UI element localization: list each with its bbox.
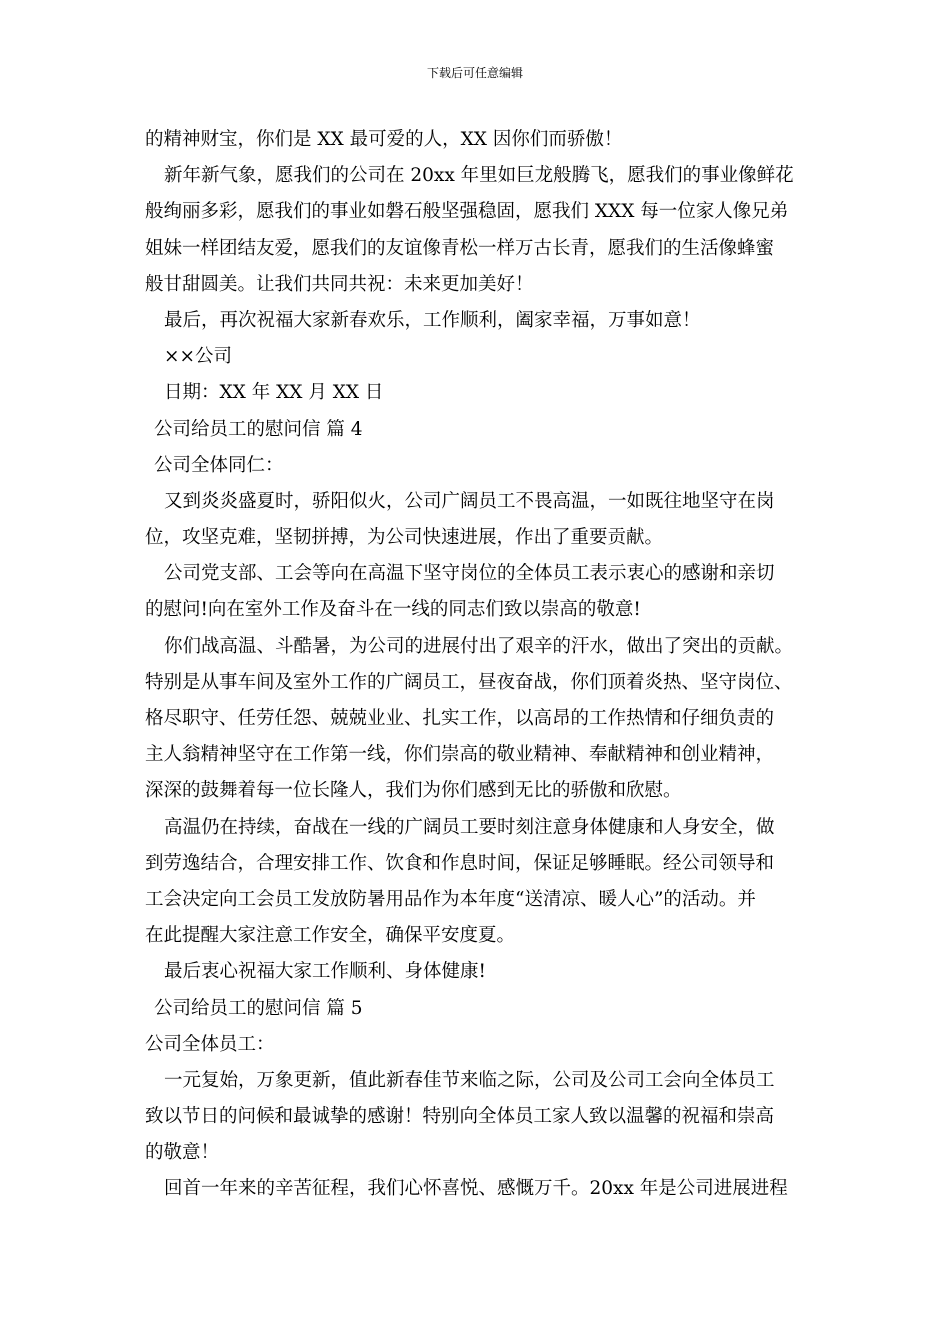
text-line: 在此提醒大家注意工作安全，确保平安度夏。 — [145, 925, 516, 947]
text-line: 一元复始，万象更新，值此新春佳节来临之际，公司及公司工会向全体员工 — [164, 1069, 775, 1091]
text-line: 的慰问!向在室外工作及奋斗在一线的同志们致以崇高的敬意! — [145, 599, 641, 621]
text-line: 最后，再次祝福大家新春欢乐，工作顺利，阖家幸福，万事如意！ — [164, 309, 701, 331]
text-line: ××公司 — [164, 346, 233, 368]
text-line: 特别是从事车间及室外工作的广阔员工，昼夜奋战，你们顶着炎热、坚守岗位、 — [145, 671, 793, 693]
text-line: 新年新气象，愿我们的公司在 20xx 年里如巨龙般腾飞，愿我们的事业像鲜花 — [164, 165, 794, 187]
text-line: 深深的鼓舞着每一位长隆人，我们为你们感到无比的骄傲和欣慰。 — [145, 780, 682, 802]
text-line: 最后衷心祝福大家工作顺利、身体健康! — [164, 961, 486, 983]
text-line: 公司给员工的慰问信 篇 4 — [154, 418, 363, 440]
text-line: 公司党支部、工会等向在高温下坚守岗位的全体员工表示衷心的感谢和亲切 — [164, 563, 775, 585]
document-body — [145, 122, 815, 1208]
text-line: 又到炎炎盛夏时，骄阳似火，公司广阔员工不畏高温，一如既往地坚守在岗 — [164, 490, 775, 512]
text-line: 般甘甜圆美。让我们共同共祝：未来更加美好！ — [145, 273, 534, 295]
text-line: 你们战高温、斗酷暑，为公司的进展付出了艰辛的汗水，做出了突出的贡献。 — [164, 635, 794, 657]
text-line: 日期：XX 年 XX 月 XX 日 — [164, 382, 384, 404]
text-line: 工会决定向工会员工发放防暑用品作为本年度“送清凉、暖人心”的活动。并 — [145, 888, 756, 910]
text-line: 公司全体同仁： — [154, 454, 284, 476]
text-line: 公司给员工的慰问信 篇 5 — [154, 997, 363, 1019]
text-line: 主人翁精神坚守在工作第一线，你们崇高的敬业精神、奉献精神和创业精神， — [145, 744, 775, 766]
text-line: 到劳逸结合，合理安排工作、饮食和作息时间，保证足够睡眠。经公司领导和 — [145, 852, 775, 874]
text-line: 位，攻坚克难，坚韧拼搏，为公司快速进展，作出了重要贡献。 — [145, 527, 664, 549]
text-line: 致以节日的问候和最诚挚的感谢！特别向全体员工家人致以温馨的祝福和崇高 — [145, 1106, 775, 1128]
text-line: 高温仍在持续，奋战在一线的广阔员工要时刻注意身体健康和人身安全，做 — [164, 816, 775, 838]
text-line: 般绚丽多彩，愿我们的事业如磐石般坚强稳固，愿我们 XXX 每一位家人像兄弟 — [145, 201, 789, 223]
text-line: 的精神财宝，你们是 XX 最可爱的人，XX 因你们而骄傲！ — [145, 129, 623, 150]
text-line: 回首一年来的辛苦征程，我们心怀喜悦、感慨万千。20xx 年是公司进展进程 — [164, 1178, 788, 1200]
text-line: 格尽职守、任劳任怨、兢兢业业、扎实工作，以高昂的工作热情和仔细负责的 — [145, 708, 775, 729]
text-line: 姐妹一样团结友爱，愿我们的友谊像青松一样万古长青，愿我们的生活像蜂蜜 — [145, 237, 775, 259]
text-line: 的敬意！ — [145, 1142, 220, 1164]
text-line: 公司全体员工： — [145, 1033, 275, 1055]
page-header: 下载后可任意编辑 — [426, 66, 523, 80]
